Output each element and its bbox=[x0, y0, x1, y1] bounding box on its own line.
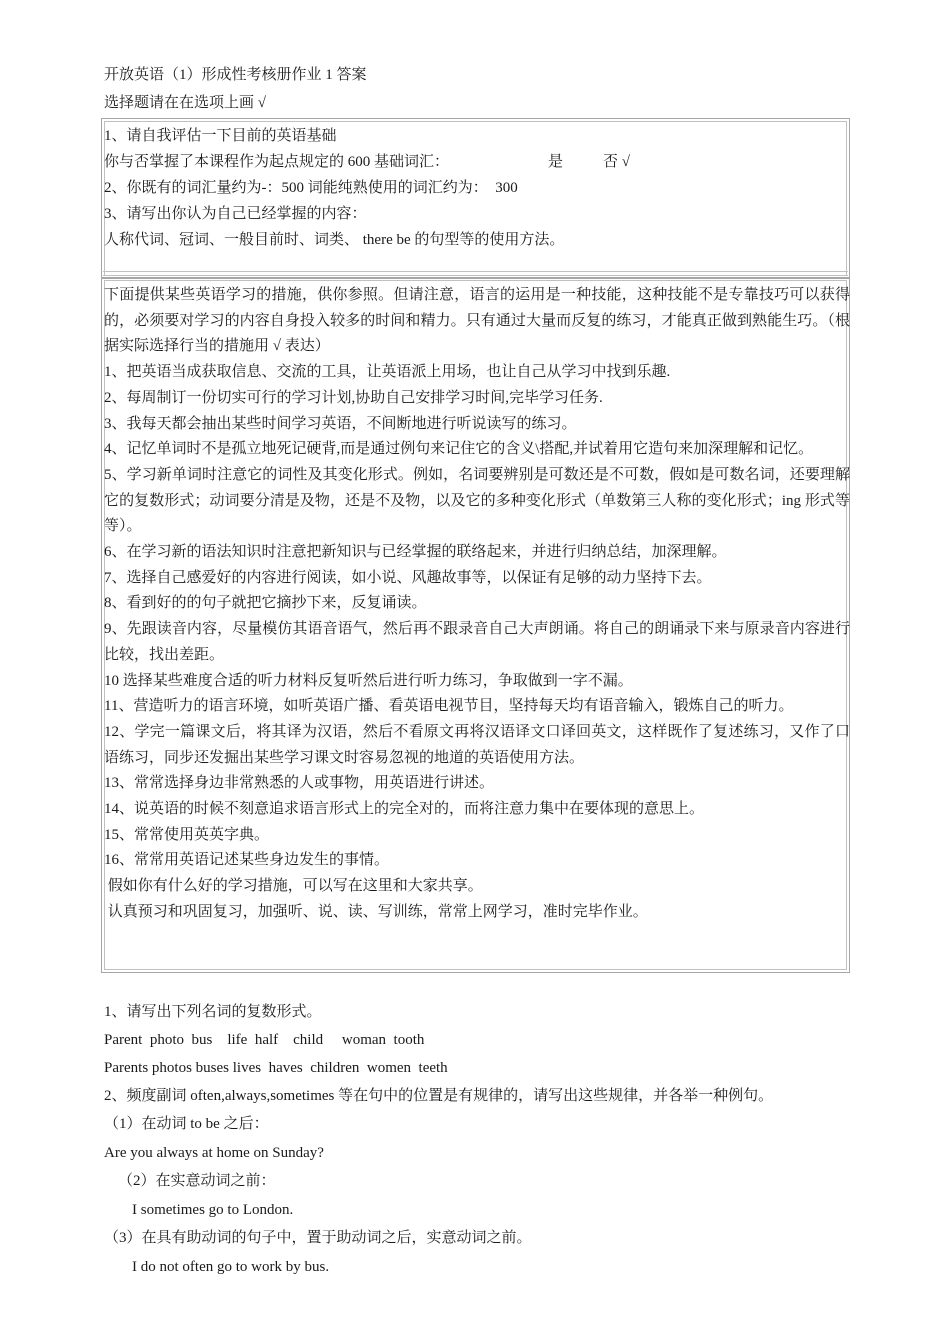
method-item[interactable]: 3、我每天都会抽出某些时间学习英语，不间断地进行听说读写的练习。 bbox=[104, 415, 577, 432]
question-1-line: 你与否掌握了本课程作为起点规定的 600 基础词汇： bbox=[104, 154, 450, 170]
method-item[interactable]: 7、选择自己感爱好的内容进行阅读，如小说、风趣故事等，以保证有足够的动力坚持下去。 bbox=[104, 569, 712, 586]
method-item[interactable]: 14、说英语的时候不刻意追求语言形式上的完全对的，而将注意力集中在要体现的意思上。 bbox=[104, 801, 705, 818]
method-item[interactable]: 8、看到好的的句子就把它摘抄下来，反复诵读。 bbox=[104, 595, 427, 612]
method-item[interactable]: 9、先跟读音内容，尽量模仿其语音语气，然后再不跟录音自己大声朗诵。将自己的朗诵录下来与原录音内容进行比较，找出差距。 bbox=[104, 621, 850, 663]
method-item[interactable]: 13、常常选择身边非常熟悉的人或事物，用英语进行讲述。 bbox=[104, 775, 495, 792]
question-2: 2、你既有的词汇量约为-：500 词能纯熟使用的词汇约为： 300 bbox=[104, 180, 518, 196]
method-item[interactable]: 16、常常用英语记述某些身边发生的事情。 bbox=[104, 852, 390, 869]
method-item[interactable]: 12、学完一篇课文后，将其译为汉语，然后不看原文再将汉语译文口译回英文，这样既作了复述练习，又作了口语练习，同步还发掘出某些学习课文时容易忽视的地道的英语使用方法。 bbox=[104, 723, 850, 766]
document-title: 开放英语（1）形成性考核册作业 1 答案 bbox=[104, 67, 367, 83]
intro-paragraph: 下面提供某些英语学习的措施，供你参照。但请注意，语言的运用是一种技能，这种技能不是专靠技巧可以获得的，必须要对学习的内容自身投入较多的时间和精力。只有通过大量而反复的练习，才能真正做到熟能生巧。（根据实际选择行当的措施用 √ 表达） bbox=[104, 287, 850, 355]
share-prompt: 假如你有什么好的学习措施，可以写在这里和大家共享。 bbox=[104, 878, 483, 895]
rule-2-example: I sometimes go to London. bbox=[132, 1202, 294, 1218]
question-1: 1、请自我评估一下目前的英语基础 bbox=[104, 128, 337, 144]
plural-nouns: Parents photos buses lives haves children women teeth bbox=[104, 1060, 448, 1076]
singular-nouns: Parent photo bus life half child woman tooth bbox=[104, 1032, 425, 1048]
method-item[interactable]: 4、记忆单词时不是孤立地死记硬背,而是通过例句来记住它的含义\搭配,并试着用它造句来加深理解和记忆。 bbox=[104, 441, 814, 458]
answer-yes[interactable]: 是 bbox=[548, 154, 564, 170]
method-item[interactable]: 10 选择某些难度合适的听力材料反复听然后进行听力练习，争取做到一字不漏。 bbox=[104, 672, 633, 689]
plural-question: 1、请写出下列名词的复数形式。 bbox=[104, 1004, 322, 1020]
method-item[interactable]: 1、把英语当成获取信息、交流的工具，让英语派上用场，也让自己从学习中找到乐趣. bbox=[104, 364, 671, 381]
method-item[interactable]: 11、营造听力的语言环境，如听英语广播、看英语电视节目，坚持每天均有语音输入，锻炼自己的听力。 bbox=[104, 698, 794, 715]
divider bbox=[103, 271, 848, 276]
question-3: 3、请写出你认为自己已经掌握的内容： bbox=[104, 206, 367, 222]
method-item[interactable]: 2、每周制订一份切实可行的学习计划,协助自己安排学习时间,完毕学习任务. bbox=[104, 389, 603, 406]
instruction-text: 选择题请在在选项上画 √ bbox=[104, 95, 266, 111]
study-methods-list bbox=[104, 283, 850, 926]
rule-2: （2）在实意动词之前： bbox=[118, 1173, 276, 1189]
method-item[interactable]: 6、在学习新的语法知识时注意把新知识与已经掌握的联络起来，并进行归纳总结，加深理解。 bbox=[104, 544, 727, 561]
rule-3: （3）在具有助动词的句子中，置于助动词之后，实意动词之前。 bbox=[104, 1230, 532, 1246]
adverb-question: 2、频度副词 often,always,sometimes 等在句中的位置是有规律的，请写出这些规律，并各举一种例句。 bbox=[104, 1088, 774, 1104]
method-item[interactable]: 5、学习新单词时注意它的词性及其变化形式。例如，名词要辨别是可数还是不可数，假如是可数名词，还要理解它的复数形式；动词要分清是及物，还是不及物，以及它的多种变化形式（单数第三人称的变化形式；ing 形式等等）。 bbox=[104, 466, 850, 535]
question-3-answer: 人称代词、冠词、一般目前时、词类、 there be 的句型等的使用方法。 bbox=[104, 232, 565, 248]
rule-1-example: Are you always at home on Sunday? bbox=[104, 1145, 324, 1161]
rule-1: （1）在动词 to be 之后： bbox=[104, 1116, 269, 1132]
share-answer: 认真预习和巩固复习，加强听、说、读、写训练，常常上网学习，准时完毕作业。 bbox=[104, 903, 648, 920]
answer-no[interactable]: 否 √ bbox=[603, 154, 630, 170]
rule-3-example: I do not often go to work by bus. bbox=[132, 1259, 330, 1275]
method-item[interactable]: 15、常常使用英英字典。 bbox=[104, 826, 270, 843]
